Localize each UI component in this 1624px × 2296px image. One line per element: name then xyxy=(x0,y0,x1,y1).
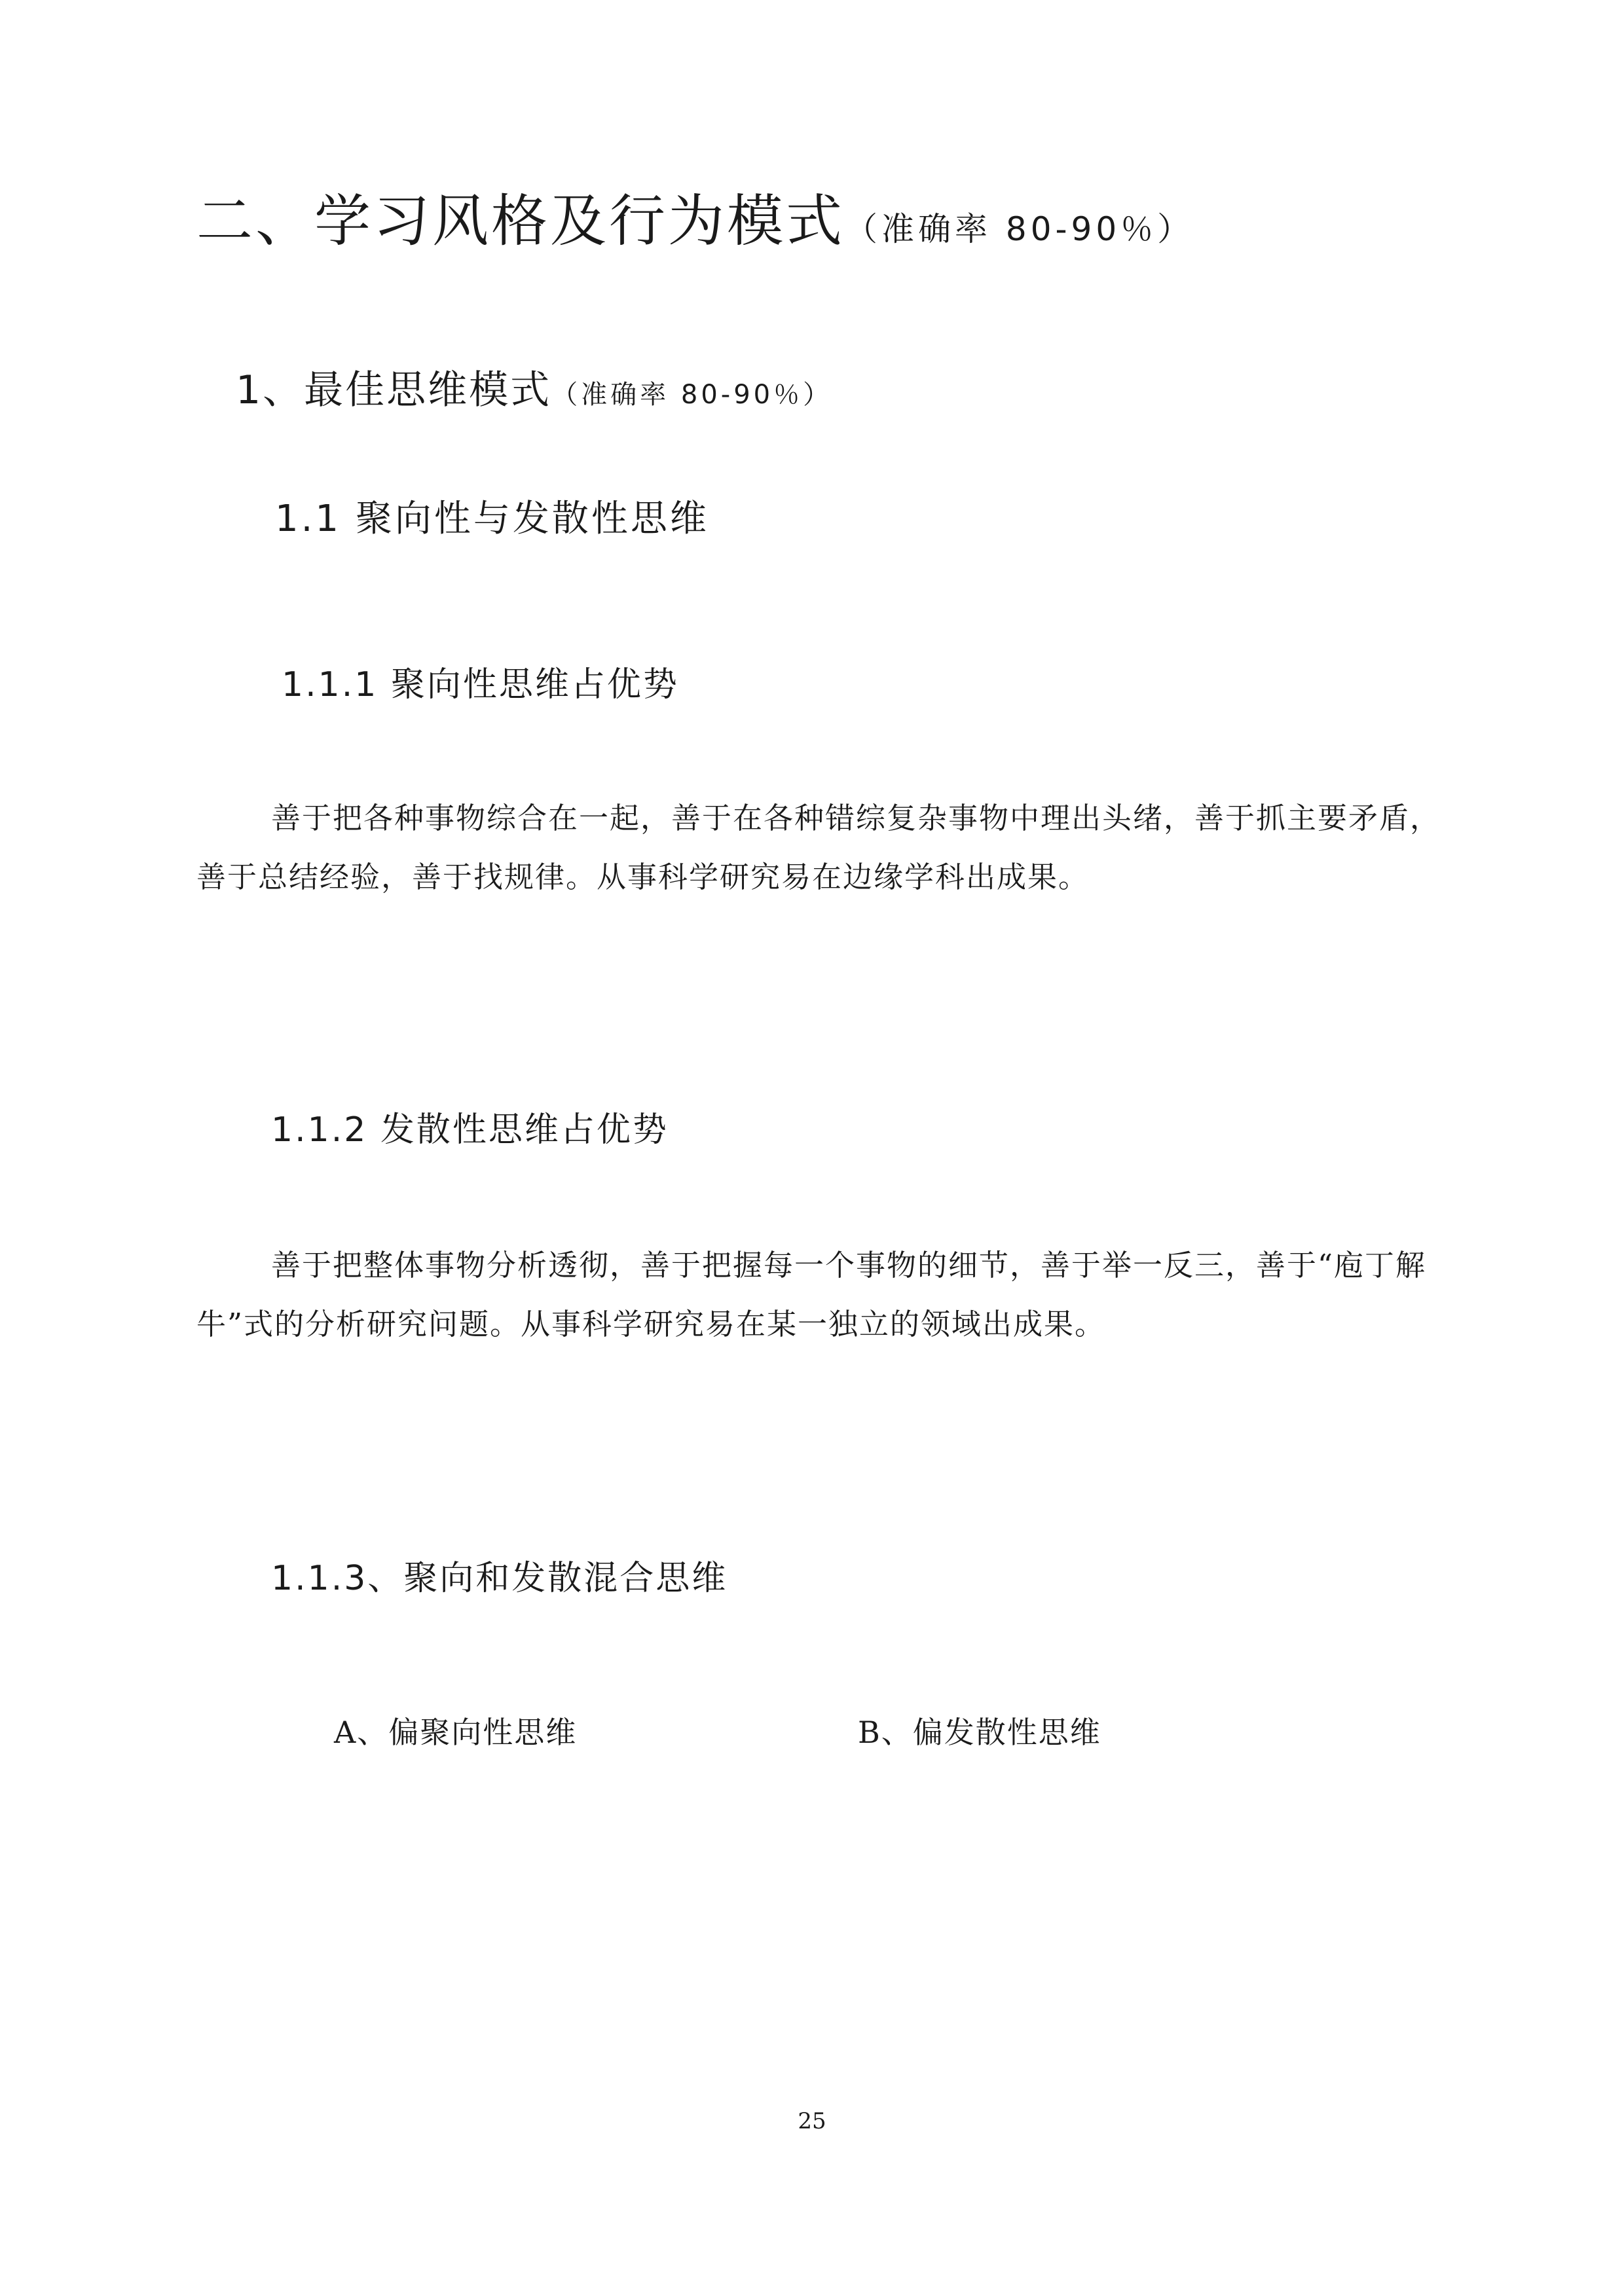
subsection-heading xyxy=(236,359,832,415)
subsection-accuracy-note: （准确率 80-90％） xyxy=(551,380,833,410)
page-number: 25 xyxy=(798,2108,826,2134)
item-1-heading: 1.1.1 聚向性思维占优势 xyxy=(282,665,679,704)
option-b: B、偏发散性思维 xyxy=(858,1715,1101,1750)
option-a: A、偏聚向性思维 xyxy=(334,1715,578,1750)
item-1-paragraph: 善于把各种事物综合在一起，善于在各种错综复杂事物中理出头绪，善于抓主要矛盾，善于总结经验，善于找规律。从事科学研究易在边缘学科出成果。 xyxy=(196,801,1441,894)
subsection-title: 1、最佳思维模式 xyxy=(236,367,552,413)
section-title: 二、学习风格及行为模式 xyxy=(196,189,845,254)
item-2-paragraph: 善于把整体事物分析透彻，善于把握每一个事物的细节，善于举一反三，善于“庖丁解牛”式的分析研究问题。从事科学研究易在某一独立的领域出成果。 xyxy=(196,1248,1427,1341)
item-2-heading: 1.1.2 发散性思维占优势 xyxy=(271,1110,669,1150)
item-3-heading: 1.1.3、聚向和发散混合思维 xyxy=(271,1559,728,1598)
section-accuracy-note: （准确率 80-90％） xyxy=(845,210,1194,248)
section-heading xyxy=(196,175,1194,257)
topic-heading: 1.1 聚向性与发散性思维 xyxy=(275,498,709,540)
